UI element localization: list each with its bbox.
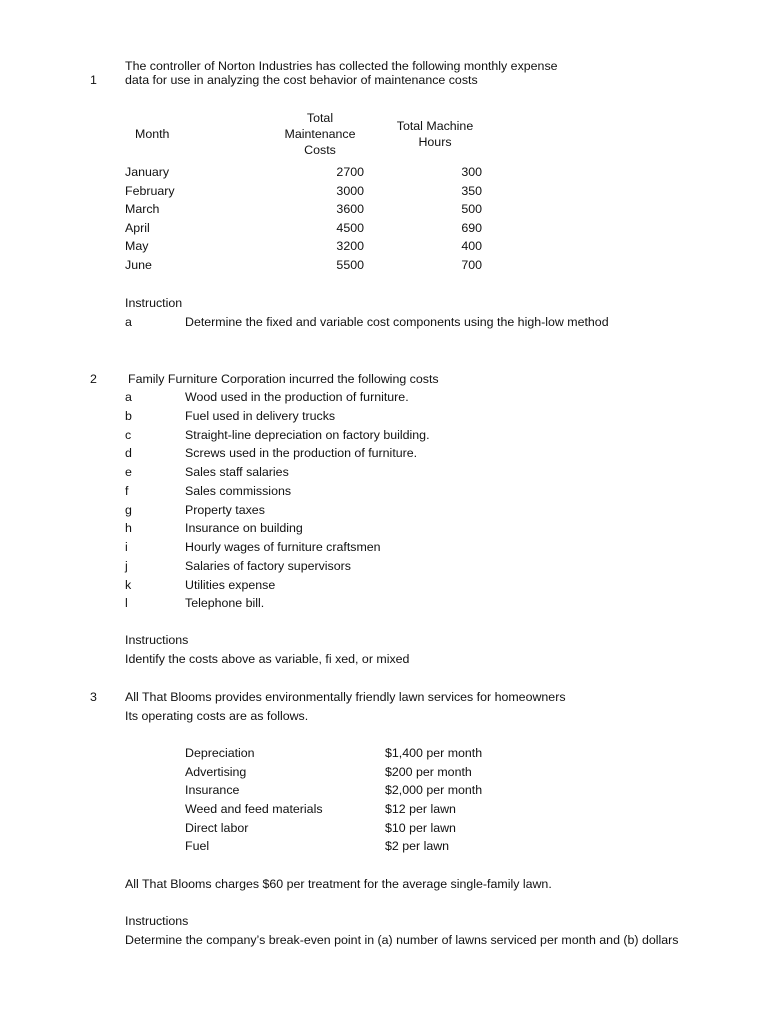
item-letter: h: [125, 521, 132, 535]
header-line: Hours: [418, 135, 452, 149]
item-letter: c: [125, 428, 132, 442]
item-text: Screws used in the production of furniture.: [185, 446, 418, 460]
item-text: Property taxes: [185, 503, 265, 517]
cost-cell: 4500: [336, 221, 364, 235]
instructions-text: Determine the company’s break-even point in (a) number of lawns serviced per month and (b) dollars: [125, 933, 679, 947]
cost-amount: $2 per lawn: [385, 839, 450, 853]
question-intro-line: data for use in analyzing the cost behavior of maintenance costs: [125, 73, 478, 87]
item-text: Telephone bill.: [185, 596, 265, 610]
hours-cell: 690: [461, 221, 482, 235]
instruction-label: Instruction: [125, 296, 183, 310]
cost-cell: 3000: [336, 184, 364, 198]
question-number: 3: [90, 690, 97, 704]
cost-cell: 3600: [336, 202, 364, 216]
column-header-month: Month: [135, 127, 170, 141]
item-text: Wood used in the production of furniture.: [185, 390, 409, 404]
item-text: Sales staff salaries: [185, 465, 289, 479]
question-intro-line: All That Blooms provides environmentally friendly lawn services for homeowners: [125, 690, 566, 704]
question-number: 2: [90, 372, 97, 386]
item-letter: e: [125, 465, 132, 479]
cost-cell: 3200: [336, 239, 364, 253]
item-text: Utilities expense: [185, 578, 276, 592]
item-letter: l: [125, 596, 128, 610]
cost-amount: $200 per month: [385, 765, 472, 779]
cost-item: Fuel: [185, 839, 210, 853]
column-header-machine-hours: [380, 118, 490, 150]
month-cell: February: [125, 184, 175, 198]
item-letter: k: [125, 578, 132, 592]
hours-cell: 700: [461, 258, 482, 272]
header-line: Maintenance: [284, 127, 356, 141]
hours-cell: 400: [461, 239, 482, 253]
item-text: Sales commissions: [185, 484, 292, 498]
month-cell: January: [125, 165, 170, 179]
hours-cell: 500: [461, 202, 482, 216]
charge-text: All That Blooms charges $60 per treatment for the average single-family lawn.: [125, 877, 552, 891]
item-text: Straight-line depreciation on factory building.: [185, 428, 430, 442]
instructions-text: Identify the costs above as variable, fi xed, or mixed: [125, 652, 410, 666]
cost-cell: 5500: [336, 258, 364, 272]
instruction-text: Determine the fixed and variable cost components using the high-low method: [185, 315, 609, 329]
question-intro-line: The controller of Norton Industries has collected the following monthly expense: [125, 59, 558, 73]
month-cell: June: [125, 258, 152, 272]
header-line: Total: [306, 111, 334, 125]
month-cell: April: [125, 221, 150, 235]
item-letter: g: [125, 503, 132, 517]
cost-item: Insurance: [185, 783, 240, 797]
item-letter: j: [125, 559, 128, 573]
header-line: Costs: [304, 143, 336, 157]
month-cell: May: [125, 239, 149, 253]
hours-cell: 350: [461, 184, 482, 198]
question-intro-line: Its operating costs are as follows.: [125, 709, 309, 723]
item-letter: f: [125, 484, 129, 498]
cost-item: Weed and feed materials: [185, 802, 323, 816]
item-text: Insurance on building: [185, 521, 303, 535]
item-letter: a: [125, 390, 132, 404]
instructions-label: Instructions: [125, 633, 189, 647]
item-letter: i: [125, 540, 128, 554]
item-letter: b: [125, 409, 132, 423]
header-line: Total Machine: [396, 119, 474, 133]
cost-cell: 2700: [336, 165, 364, 179]
item-text: Fuel used in delivery trucks: [185, 409, 336, 423]
instruction-letter: a: [125, 315, 132, 329]
cost-amount: $1,400 per month: [385, 746, 483, 760]
cost-amount: $10 per lawn: [385, 821, 456, 835]
hours-cell: 300: [461, 165, 482, 179]
item-text: Salaries of factory supervisors: [185, 559, 351, 573]
question-intro: Family Furniture Corporation incurred the following costs: [128, 372, 439, 386]
item-letter: d: [125, 446, 132, 460]
cost-amount: $2,000 per month: [385, 783, 483, 797]
cost-item: Direct labor: [185, 821, 249, 835]
instructions-label: Instructions: [125, 914, 189, 928]
cost-item: Depreciation: [185, 746, 255, 760]
cost-amount: $12 per lawn: [385, 802, 456, 816]
item-text: Hourly wages of furniture craftsmen: [185, 540, 381, 554]
cost-item: Advertising: [185, 765, 247, 779]
month-cell: March: [125, 202, 160, 216]
column-header-maintenance-costs: [270, 110, 370, 158]
question-number: 1: [90, 73, 97, 87]
